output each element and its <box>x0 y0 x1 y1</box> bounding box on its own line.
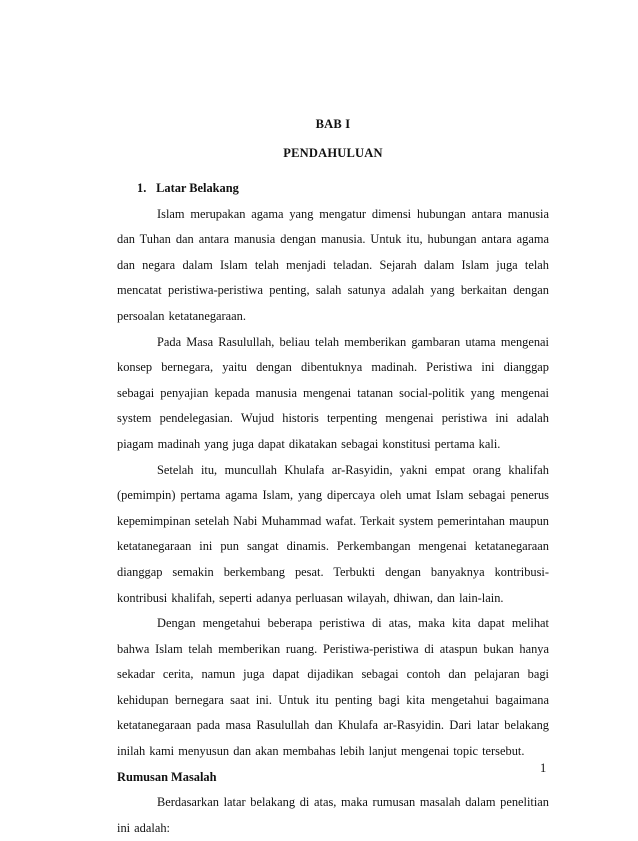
section-number: 1. <box>137 181 147 195</box>
paragraph: Islam merupakan agama yang mengatur dimensi hubungan antara manusia dan Tuhan dan antara manusia dengan manusia. Untuk itu, hubungan antara agama dan negara dalam Islam telah menjadi teladan. Sejarah dalam Islam juga telah mencatat peristiwa-peristiwa penting, salah satunya adalah yang berkaitan dengan persoalan ketatanegaraan. <box>117 206 549 323</box>
section-heading-latar-belakang <box>117 176 549 202</box>
paragraph: Dengan mengetahui beberapa peristiwa di atas, maka kita dapat melihat bahwa Islam telah memberikan ruang. Peristiwa-peristiwa di ataspun bukan hanya sekadar cerita, namun juga dapat dijadikan sebagai contoh dan pelajaran bagi kehidupan bernegara saat ini. Untuk itu penting bagi kita mengetahui bagaimana ketatanegaraan pada masa Rasulullah dan Khulafa ar-Rasyidin. Dari latar belakang inilah kami menyusun dan akan membahas lebih lanjut mengenai topic tersebut. <box>117 616 549 759</box>
paragraph: Berdasarkan latar belakang di atas, maka rumusan masalah dalam penelitian ini adalah: <box>117 795 549 835</box>
document-body <box>117 176 549 841</box>
section-title: Latar Belakang <box>156 181 239 195</box>
paragraph: Pada Masa Rasulullah, beliau telah memberikan gambaran utama mengenai konsep bernegara, yaitu dengan dibentuknya madinah. Peristiwa ini dianggap sebagai penyajian kepada manusia mengenai tatanan social-politik yang mengenai system pendelegasian. Wujud historis terpenting mengenai peristiwa ini adalah piagam madinah yang juga dapat dikatakan sebagai konstitusi pertama kali. <box>117 334 549 451</box>
chapter-label: BAB I <box>315 117 351 131</box>
section-heading-rumusan-masalah: Rumusan Masalah <box>117 769 217 784</box>
chapter-header <box>0 113 638 164</box>
chapter-title: PENDAHULUAN <box>283 146 383 160</box>
page-number: 1 <box>540 761 547 775</box>
paragraph: Setelah itu, muncullah Khulafa ar-Rasyidin, yakni empat orang khalifah (pemimpin) pertama agama Islam, yang dipercaya oleh umat Islam sebagai penerus kepemimpinan setelah Nabi Muhammad wafat. Terkait system pemerintahan maupun ketatanegaraan ini pun sangat dinamis. Perkembangan mengenai ketatanegaraan dianggap semakin berkembang pesat. Terbukti dengan banyaknya kontribusi-kontribusi khalifah, seperti adanya perluasan wilayah, dhiwan, dan lain-lain. <box>117 462 549 605</box>
